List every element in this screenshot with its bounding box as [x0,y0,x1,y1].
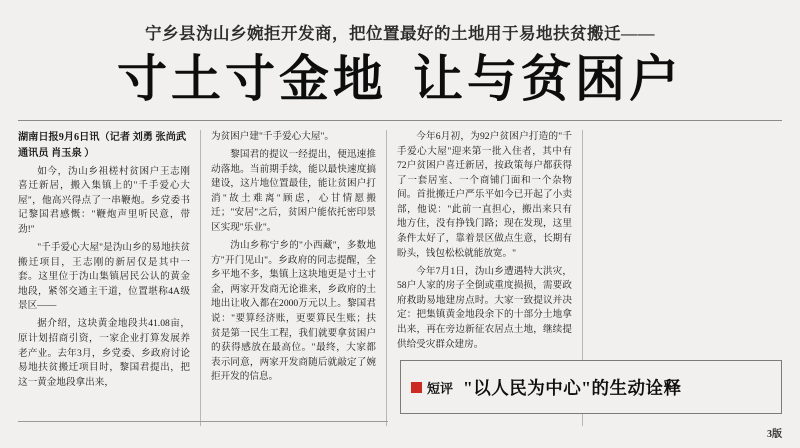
paragraph: 为贫困户建"千手爱心大屋"。 [211,131,334,142]
paragraph: 如今，沩山乡祖槎村贫困户王志刚喜迁新居，搬入集镇上的"千手爱心大屋"，他高兴得点了一串鞭炮。乡党委书记黎国君感慨："鞭炮声里听民意，带劲!" [18,165,190,235]
byline-source: 湖南日报9月6日讯（记者 刘勇 张尚武 [18,132,187,143]
paragraph: 据介绍，这块黄金地段共41.08亩，原计划招商引资，一家企业打算发展养老产业。去年3月，乡党委、乡政府讨论易地扶贫搬迁项目时，黎国君提出，把这一黄金地段拿出来， [18,318,190,388]
byline [18,130,190,162]
column-1 [18,130,200,426]
paragraph: 今年7月1日，沩山乡遭遇特大洪灾，58户人家的房子全倒或重度损损，需要政府救助易地建房点时。大家一致提议并决定：把集镇黄金地段余下的十部分土地拿出来，再在旁边新征农居点土地，继续提供给受灾群众建房。 [397,265,572,350]
main-title-left: 寸土寸金地 [117,49,387,108]
commentary-tag-label: 短评 [427,380,454,396]
page-title [18,49,782,108]
page-number: 3版 [767,429,782,440]
main-title-right: 让与贫困户 [413,49,683,108]
commentary-box [400,360,782,414]
byline-source-line2: 通讯员 肖玉泉 ） [18,147,95,159]
shoulder-title: 宁乡县沩山乡婉拒开发商，把位置最好的土地用于易地扶贫搬迁—— [145,24,655,43]
paragraph: 黎国君的提议一经提出，便迅速推动落地。当前期手续，能以最快速度搞建设，这片地位置最佳，能让贫困户打消"故土难离"顾虑，心甘情愿搬迁；"安居"之后，贫困户能依托密印景区实现"乐业"。 [211,149,376,233]
commentary-tag [411,378,453,397]
bottom-divider [18,421,388,422]
column-2 [200,130,386,426]
red-square-icon [411,382,422,393]
paragraph: 沩山乡称宁乡的"小西藏"，多数地方"开门见山"。乡政府的同志提醒，全乡平地不多，集镇上这块地更是寸土寸金，两家开发商无论谁来，乡政府的土地出让收入都在2000万元以上。黎国君说："要算经济账，更要算民生账；扶贫是第一民生工程，我们就要拿贫困户的获得感放在最高位。"最终，大家都表示同意，两家开发商随后就敲定了婉拒开发的信息。 [211,240,376,383]
paragraph: "千手爱心大屋"是沩山乡的易地扶贫搬迁项目，王志刚的新居仅是其中一套。这里位于沩山集镇居民公认的黄金地段，紧邻交通主干道，位置堪称4A级景区—— [18,242,190,312]
header-divider [18,120,782,121]
paragraph: 今年6月初，为92户贫困户打造的"千手爱心大屋"迎来第一批入住者，其中有72户贫困户喜迁新居，按政策每户都获得了一套居室、一个商铺门面和一个杂物间。首批搬迁户严乐平如今已开起了小卖部，他说："此前一直担心，搬出来只有地方住，没有挣钱门路；现在发现，这里条件太好了，靠着景区做点生意，长期有盼头，钱包松松就能放宽。" [397,131,572,259]
commentary-title: "以人民为中心"的生动诠释 [463,377,682,398]
